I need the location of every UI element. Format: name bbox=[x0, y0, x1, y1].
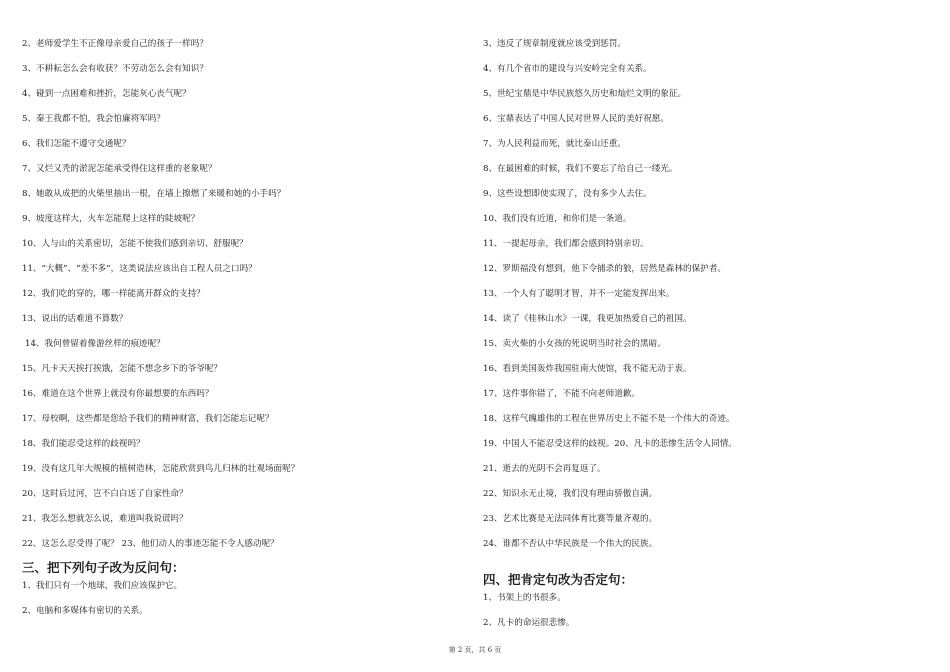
list-item: 12、我们吃的穿的，哪一样能离开群众的支持？ bbox=[22, 289, 205, 299]
list-item: 9、这些设想即使实现了，没有多少人去住。 bbox=[483, 189, 652, 199]
list-item: 16、难道在这个世界上就没有你最想要的东西吗？ bbox=[22, 389, 214, 399]
right-column bbox=[483, 38, 923, 642]
list-item: 14、读了《桂林山水》一课，我更加热爱自己的祖国。 bbox=[483, 314, 692, 324]
list-item: 21、逝去的光阴不会再复返了。 bbox=[483, 464, 606, 474]
list-item: 20、这时后过河，岂不白白送了自家性命？ bbox=[22, 489, 188, 499]
list-item: 3、违反了规章制度就应该受到惩罚。 bbox=[483, 39, 626, 49]
list-item: 18、我们能忍受这样的歧视吗？ bbox=[22, 439, 145, 449]
list-item: 16、看到美国轰炸我国驻南大使馆，我不能无动于衷。 bbox=[483, 364, 692, 374]
list-item: 11、一提起母亲，我们都会感到特别亲切。 bbox=[483, 239, 649, 249]
list-item: 21、我怎么想就怎么说，难道叫我说谎吗？ bbox=[22, 514, 188, 524]
list-item: 2、老师爱学生不正像母亲爱自己的孩子一样吗？ bbox=[22, 39, 208, 49]
list-item: 1、我们只有一个地球，我们应该保护它。 bbox=[22, 581, 183, 591]
list-item: 10、我们没有近道，和你们是一条道。 bbox=[483, 214, 632, 224]
list-item: 4、有几个省市的建设与兴安岭完全有关系。 bbox=[483, 64, 652, 74]
list-item: 7、又烂又秃的淤泥怎能承受得住这样重的老象呢？ bbox=[22, 164, 217, 174]
list-item: 15、卖火柴的小女孩的死说明当时社会的黑暗。 bbox=[483, 339, 666, 349]
list-item: 5、秦王我都不怕，我会怕廉将军吗？ bbox=[22, 114, 165, 124]
list-item: 3、不耕耘怎么会有收获？不劳动怎么会有知识？ bbox=[22, 64, 208, 74]
list-item: 17、母校啊，这些都是您给予我们的精神财富，我们怎能忘记呢？ bbox=[22, 414, 274, 424]
list-item: 8、在最困难的时候，我们不要忘了给自己一缕光。 bbox=[483, 164, 678, 174]
page-number: 第 2 页，共 6 页 bbox=[448, 646, 502, 654]
list-item: 19、中国人不能忍受这样的歧视。20、凡卡的悲惨生活令人同情。 bbox=[483, 439, 737, 449]
list-item: 15、凡卡天天挨打挨饿，怎能不想念乡下的爷爷呢？ bbox=[22, 364, 222, 374]
list-item: 22、知识永无止境，我们没有理由骄傲自满。 bbox=[483, 489, 658, 499]
list-item: 4、碰到一点困难和挫折，怎能灰心丧气呢？ bbox=[22, 89, 191, 99]
list-item: 10、人与山的关系密切，怎能不使我们感到亲切、舒服呢？ bbox=[22, 239, 248, 249]
list-item: 18、这样气魄雄伟的工程在世界历史上不能不是一个伟大的奇迹。 bbox=[483, 414, 735, 424]
list-item: 6、宝鼎表达了中国人民对世界人民的美好祝愿。 bbox=[483, 114, 669, 124]
list-item: 7、为人民利益而死，就比泰山还重。 bbox=[483, 139, 626, 149]
list-item: 2、电脑和多媒体有密切的关系。 bbox=[22, 606, 148, 616]
list-item: 24、谁都不否认中华民族是一个伟大的民族。 bbox=[483, 539, 658, 549]
section-four-heading: 四、把肯定句改为否定句： bbox=[483, 572, 634, 587]
list-item: 19、没有这几年大规模的植树造林，怎能欣赏到鸟儿归林的壮观场面呢？ bbox=[22, 464, 300, 474]
list-item: 13、一个人有了聪明才智，并不一定能发挥出来。 bbox=[483, 289, 675, 299]
list-item: 1、书架上的书很多。 bbox=[483, 593, 566, 603]
list-item: 11、“大概”、“差不多”，这类说法应该出自工程人员之口吗？ bbox=[22, 264, 257, 274]
list-item: 22、这怎么忍受得了呢？ 23、他们动人的事迹怎能不令人感动呢？ bbox=[22, 539, 279, 549]
list-item: 9、坡度这样大，火车怎能爬上这样的陡坡呢？ bbox=[22, 214, 200, 224]
list-item: 8、她敢从成把的火柴里抽出一根，在墙上擦燃了来暖和她的小手吗？ bbox=[22, 189, 286, 199]
list-item: 2、凡卡的命运很悲惨。 bbox=[483, 618, 575, 628]
section-three-heading: 三、把下列句子改为反问句： bbox=[22, 560, 185, 575]
left-column bbox=[22, 38, 442, 630]
list-item: 17、这件事你错了，不能不向老师道歉。 bbox=[483, 389, 641, 399]
list-item: 14、我何曾留着像游丝样的痕迹呢？ bbox=[25, 339, 165, 349]
list-item: 23、艺术比赛是无法同体育比赛等量齐观的。 bbox=[483, 514, 658, 524]
list-item: 6、我们怎能不遵守交通呢？ bbox=[22, 139, 131, 149]
list-item: 5、世纪宝鼎是中华民族悠久历史和灿烂文明的象征。 bbox=[483, 89, 687, 99]
list-item: 12、罗斯福没有想到，他下令捕杀的狼，居然是森林的保护者。 bbox=[483, 264, 726, 274]
list-item: 13、说出的话难道不算数？ bbox=[22, 314, 128, 324]
